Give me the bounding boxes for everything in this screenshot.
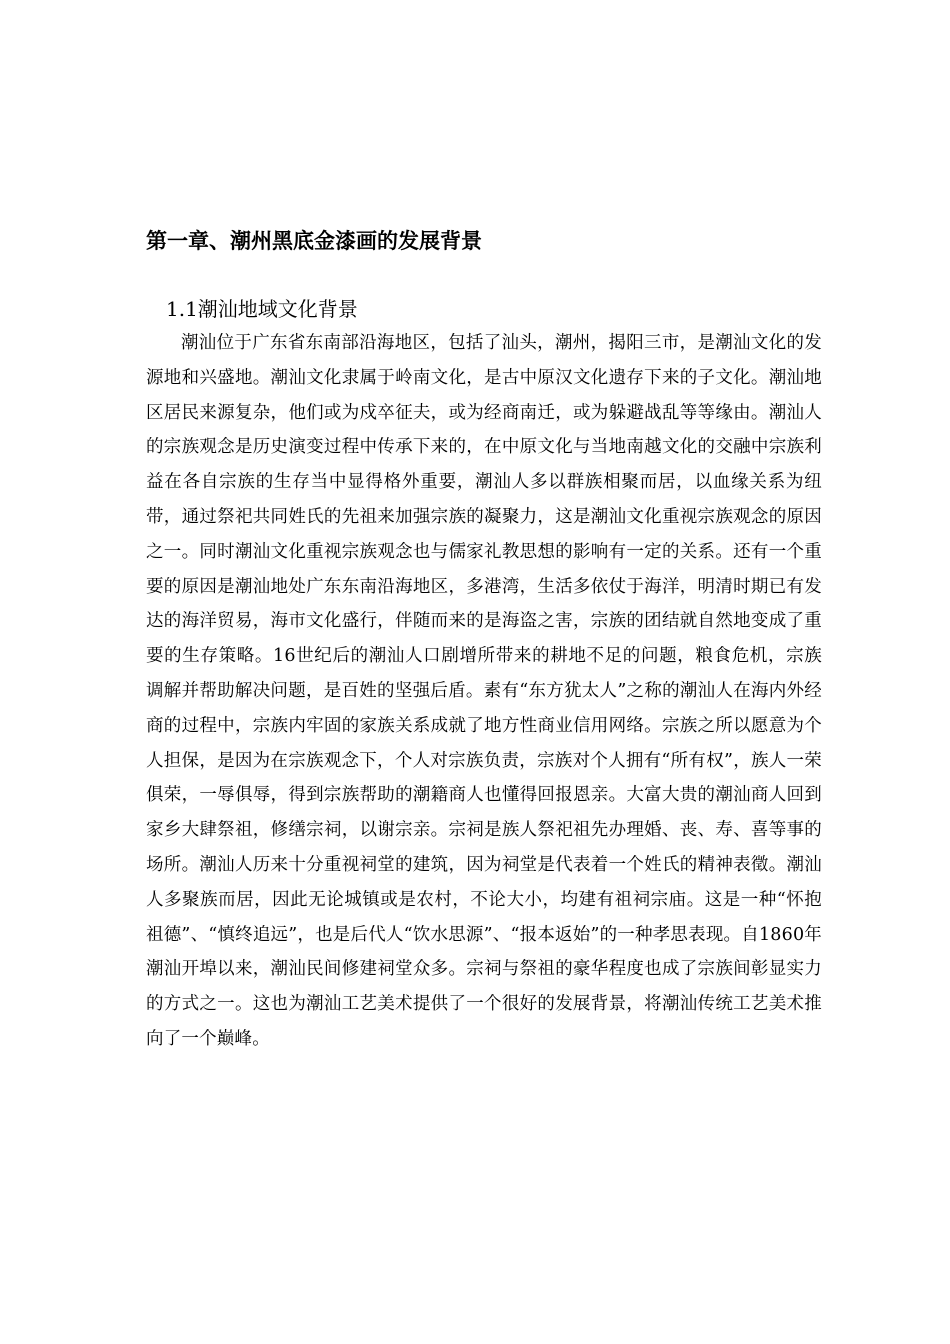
body-paragraph: 潮汕位于广东省东南部沿海地区，包括了汕头，潮州，揭阳三市，是潮汕文化的发源地和兴盛地。潮汕文化隶属于岭南文化，是古中原汉文化遗存下来的子文化。潮汕地区居民来源复杂，他们或为戍卒征夫，或为经商南迁，或为躲避战乱等等缘由。潮汕人的宗族观念是历史演变过程中传承下来的，在中原文化与当地南越文化的交融中宗族利益在各自宗族的生存当中显得格外重要，潮汕人多以群族相聚而居，以血缘关系为纽带，通过祭祀共同姓氏的先祖来加强宗族的凝聚力，这是潮汕文化重视宗族观念的原因之一。同时潮汕文化重视宗族观念也与儒家礼教思想的影响有一定的关系。还有一个重要的原因是潮汕地处广东东南沿海地区，多港湾，生活多依仗于海洋，明清时期已有发达的海洋贸易，海市文化盛行，伴随而来的是海盗之害，宗族的团结就自然地变成了重要的生存策略。16世纪后的潮汕人口剧增所带来的耕地不足的问题，粮食危机，宗族调解并帮助解决问题，是百姓的坚强后盾。素有“东方犹太人”之称的潮汕人在海内外经商的过程中，宗族内牢固的家族关系成就了地方性商业信用网络。宗族之所以愿意为个人担保，是因为在宗族观念下，个人对宗族负责，宗族对个人拥有“所有权”，族人一荣俱荣，一辱俱辱，得到宗族帮助的潮籍商人也懂得回报恩亲。大富大贵的潮汕商人回到家乡大肆祭祖，修缮宗祠，以谢宗亲。宗祠是族人祭祀祖先办理婚、丧、寿、喜等事的场所。潮汕人历来十分重视祠堂的建筑，因为祠堂是代表着一个姓氏的精神表徵。潮汕人多聚族而居，因此无论城镇或是农村，不论大小，均建有祖祠宗庙。这是一种“怀抱祖德”、“慎终追远”，也是后代人“饮水思源”、“报本返始”的一种孝思表现。自1860年潮汕开埠以来，潮汕民间修建祠堂众多。宗祠与祭祖的豪华程度也成了宗族间彰显实力的方式之一。这也为潮汕工艺美术提供了一个很好的发展背景，将潮汕传统工艺美术推向了一个巅峰。 [146,333,822,1049]
section-heading: 1.1潮汕地域文化背景 [166,297,358,321]
chapter-title: 第一章、潮州黑底金漆画的发展背景 [146,229,482,253]
